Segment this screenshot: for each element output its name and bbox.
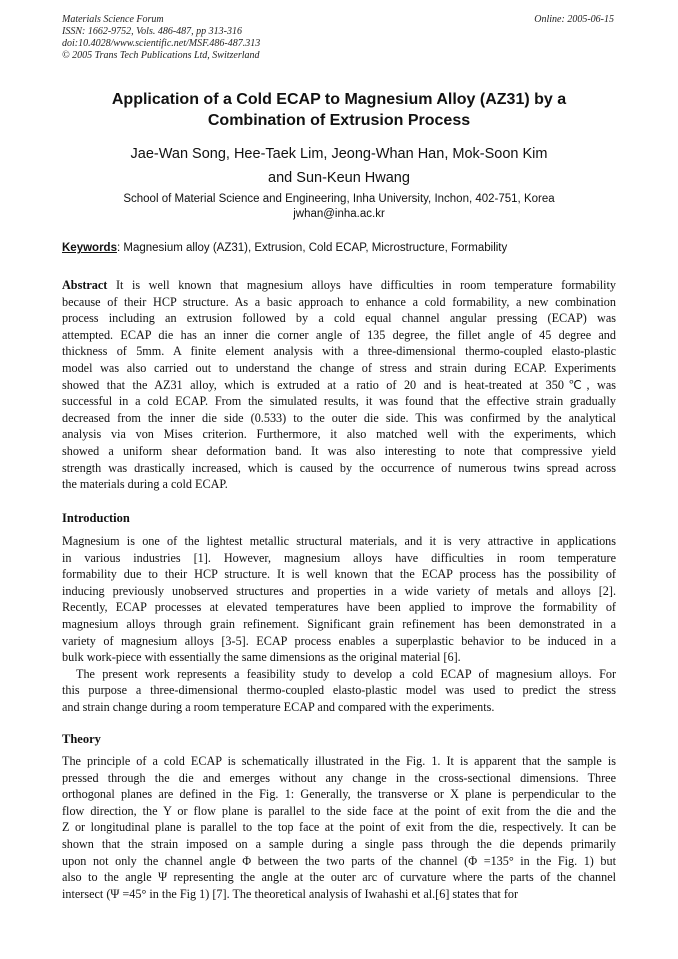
abstract-line: Abstract It is well known that magnesium alloys have difficulties in room temperature formability xyxy=(62,278,616,292)
author-list xyxy=(62,142,616,190)
theory-line: shown that the strain imposed on a sample during a single pass through the die depends primarily xyxy=(62,836,616,851)
title-line-2: Combination of Extrusion Process xyxy=(207,112,471,129)
introduction-line: this purpose a three-dimensional thermo-coupled elasto-plastic model was used to predict the stress xyxy=(62,683,616,698)
introduction-line: and strain change during a room temperature ECAP and compared with the experiments. xyxy=(62,699,495,714)
introduction-line: formability due to their HCP structure. It is well known that the ECAP process has the possibility of xyxy=(62,567,616,582)
introduction-section xyxy=(62,533,616,716)
keywords-label: Keywords xyxy=(62,242,117,254)
theory-line: flow direction, the Y or flow plane is parallel to the side face at the point of exit from the die and the xyxy=(62,803,616,818)
abstract-line: process including an extrusion followed by a cold equal channel angular pressing (ECAP) was xyxy=(62,311,616,326)
theory-line: upon not only the channel angle Φ between the two parts of the channel (Φ =135° in the Fig. 1) but xyxy=(62,853,616,868)
abstract-label: Abstract xyxy=(62,278,108,292)
authors-line-1: Jae-Wan Song, Hee-Taek Lim, Jeong-Whan Han, Mok-Soon Kim xyxy=(130,146,548,162)
issn-line: ISSN: 1662-9752, Vols. 486-487, pp 313-316 xyxy=(62,26,242,37)
introduction-line: in various industries [1]. However, magnesium alloys have difficulties in room temperature xyxy=(62,550,616,565)
copyright-line: © 2005 Trans Tech Publications Ltd, Switzerland xyxy=(62,50,260,61)
introduction-line: inducing previously unobserved structures and properties in a wide variety of metals and alloys [2]. xyxy=(62,583,616,598)
abstract-line: showed a uniform shear deformation band. It was also interesting to note that compressive yield xyxy=(62,443,616,458)
abstract-line: thickness of 5mm. A finite element analysis with a three-dimensional thermo-coupled elasto-plastic xyxy=(62,344,616,359)
authors-line-2: and Sun-Keun Hwang xyxy=(268,170,410,186)
introduction-line: variety of magnesium alloys [3-5]. ECAP process enables a superplastic behavior to be induced in a xyxy=(62,633,616,648)
theory-line: intersect (Ψ =45° in the Fig 1) [7]. The theoretical analysis of Iwahashi et al.[6] states that for xyxy=(62,886,519,901)
journal-header xyxy=(62,14,260,62)
theory-line: also to the angle Ψ representing the angle at the outer arc of curvature where the parts of the channel xyxy=(62,870,616,885)
theory-line: The principle of a cold ECAP is schematically illustrated in the Fig. 1. It is apparent that the sample is xyxy=(62,754,616,768)
doi-line: doi:10.4028/www.scientific.net/MSF.486-487.313 xyxy=(62,38,261,49)
abstract-line: strength was drastically increased, which is caused by the occurrence of numerous twins spread across xyxy=(62,460,616,475)
introduction-line: bulk work-piece with essentially the same dimensions as the original material [6]. xyxy=(62,650,461,665)
keywords xyxy=(62,241,616,256)
title-line-1: Application of a Cold ECAP to Magnesium Alloy (AZ31) by a xyxy=(111,91,567,108)
introduction-line: magnesium alloys through grain refinement. Significant grain refinement has been demonstrated in a xyxy=(62,616,616,631)
introduction-line: Magnesium is one of the lightest metallic structural materials, and it is very attractive in applications xyxy=(62,534,616,548)
abstract-line: analysis via von Mises criterion. Furthermore, it also matched well with the experiments, which xyxy=(62,427,616,442)
online-date: Online: 2005-06-15 xyxy=(534,14,614,25)
abstract-line: the materials during a cold ECAP. xyxy=(62,477,228,492)
abstract-line: model was also carried out to understand the change of stress and strain during ECAP. Experiments xyxy=(62,360,616,375)
abstract-line: showed that the AZ31 alloy, which is extruded at a ratio of 20 and is heat-treated at 350℃, was xyxy=(62,377,616,392)
theory-section xyxy=(62,753,616,902)
abstract-line: because of their HCP structure. As a basic approach to enhance a cold formability, a new combination xyxy=(62,294,616,309)
affiliation-line: School of Material Science and Engineering, Inha University, Inchon, 402-751, Korea xyxy=(123,193,555,205)
abstract-line: decreased from the inner die side (0.533) to the outer die side. This was confirmed by the analytical xyxy=(62,410,616,425)
keywords-text: : Magnesium alloy (AZ31), Extrusion, Cold ECAP, Microstructure, Formability xyxy=(116,242,508,254)
introduction-line: Recently, ECAP processes at elevated temperatures have been applied to improve the formability of xyxy=(62,600,616,615)
introduction-line: The present work represents a feasibility study to develop a cold ECAP of magnesium alloys. For xyxy=(76,666,616,681)
theory-line: orthogonal planes are defined in the Fig. 1: Generally, the transverse or X plane is perpendicular to the xyxy=(62,787,616,802)
introduction-heading: Introduction xyxy=(62,511,130,525)
abstract-section xyxy=(62,277,616,493)
abstract-line: successful in a cold ECAP. From the simulated results, it was found that the effective strain gradually xyxy=(62,394,616,409)
affiliation xyxy=(62,192,616,222)
theory-line: Z or longitudinal plane is parallel to the top face at the point of exit from the die, respectively. It can be xyxy=(62,820,616,835)
paper-title xyxy=(62,89,616,131)
journal-name: Materials Science Forum xyxy=(62,14,164,25)
theory-line: pressed through the die and emerges without any change in the cross-sectional dimensions. Three xyxy=(62,770,616,785)
author-email: jwhan@inha.ac.kr xyxy=(293,208,385,220)
abstract-line: attempted. ECAP die has an inner die corner angle of 135 degree, the fillet angle of 45 degree and xyxy=(62,327,616,342)
theory-heading: Theory xyxy=(62,732,101,746)
